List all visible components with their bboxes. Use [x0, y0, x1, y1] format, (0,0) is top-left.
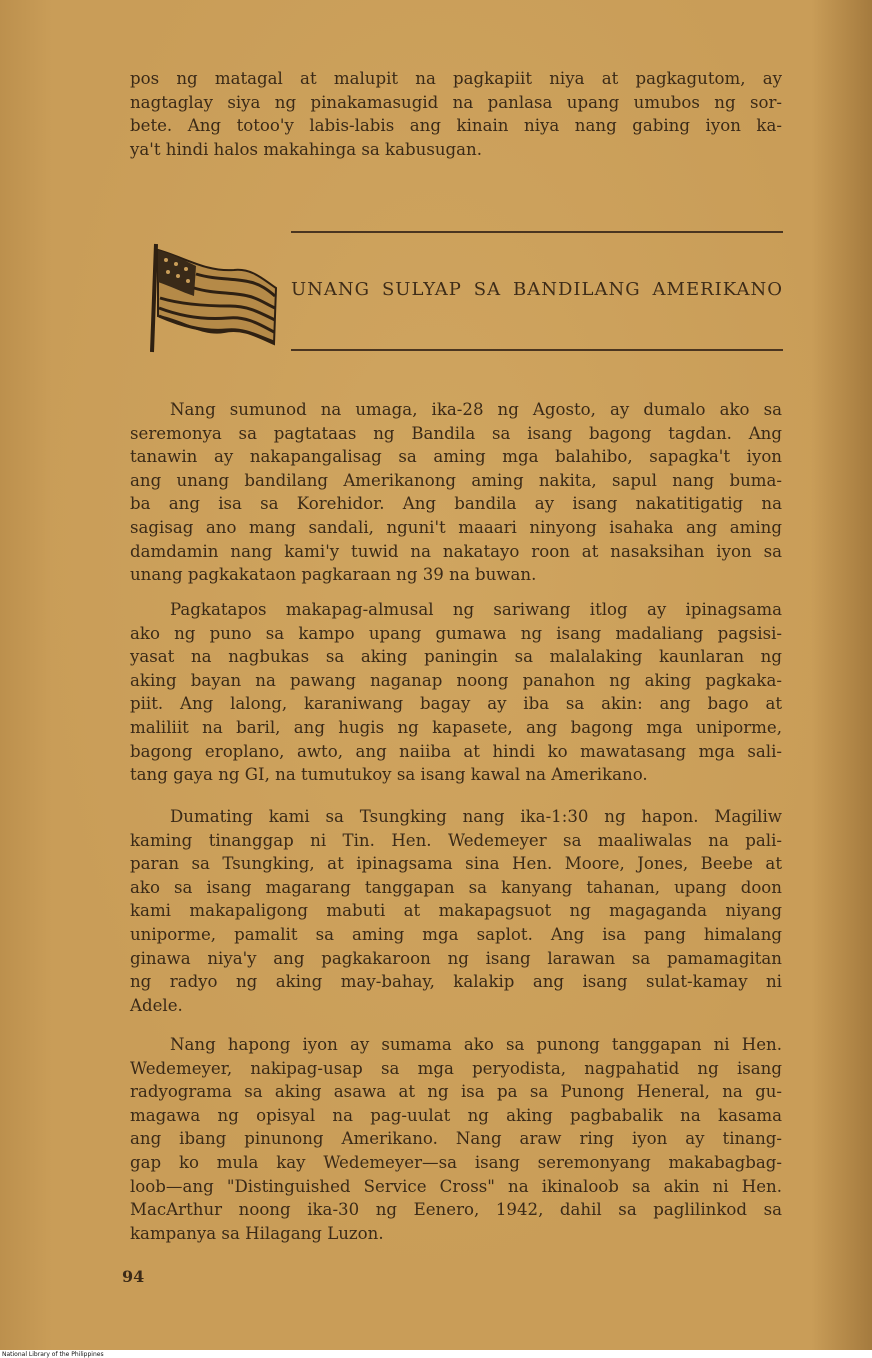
text-line: kampanya sa Hilagang Luzon.	[130, 1223, 384, 1243]
text-line: Wedemeyer, nakipag-usap sa mga peryodista, nagpahatid ng isang	[130, 1058, 782, 1078]
text-line: bagong eroplano, awto, ang naiiba at hindi ko mawatasang mga sali-	[130, 741, 782, 761]
text-line: yasat na nagbukas sa aking paningin sa malalaking kaunlaran ng	[130, 647, 782, 667]
paragraph-flag-ceremony	[130, 398, 782, 587]
text-line: maliliit na baril, ang hugis ng kapasete, ang bagong mga uniporme,	[130, 717, 782, 737]
text-line: ang unang bandilang Amerikanong aming nakita, sapul nang buma-	[130, 470, 782, 490]
text-line: Pagkatapos makapag-almusal ng sariwang itlog ay ipinagsama	[170, 600, 782, 619]
text-line: Nang hapong iyon ay sumama ako sa punong tanggapan ni Hen.	[170, 1035, 782, 1054]
text-line: ng radyo ng aking may-bahay, kalakip ang isang sulat-kamay ni	[130, 972, 782, 992]
text-line: gap ko mula kay Wedemeyer—sa isang seremonyang makabagbag-	[130, 1152, 782, 1172]
text-line: damdamin nang kami'y tuwid na nakatayo roon at nasaksihan iyon sa	[130, 541, 782, 561]
text-line: tang gaya ng GI, na tumutukoy sa isang kawal na Amerikano.	[130, 765, 648, 785]
text-line: Nang sumunod na umaga, ika-28 ng Agosto, ay dumalo ako sa	[170, 400, 782, 419]
section-heading: UNANG SULYAP SA BANDILANG AMERIKANO	[291, 279, 783, 300]
paragraph-camp-inspection	[130, 598, 782, 787]
page-number: 94	[122, 1267, 145, 1286]
text-line: ako sa isang magarang tanggapan sa kanyang tahanan, upang doon	[130, 877, 782, 897]
text-line: paran sa Tsungking, at ipinagsama sina Hen. Moore, Jones, Beebe at	[130, 854, 782, 874]
text-line: magawa ng opisyal na pag-uulat ng aking pagbabalik na kasama	[130, 1105, 782, 1125]
text-line: ginawa niya'y ang pagkakaroon ng isang larawan sa pamamagitan	[130, 948, 782, 968]
text-line: ang ibang pinunong Amerikano. Nang araw ring iyon ay tinang-	[130, 1129, 782, 1149]
text-line: Adele.	[130, 995, 183, 1015]
text-line: loob—ang "Distinguished Service Cross" na ikinaloob sa akin ni Hen.	[130, 1176, 782, 1196]
text-line: sagisag ano mang sandali, nguni't maaari ninyong isahaka ang aming	[130, 517, 782, 537]
text-line: tanawin ay nakapangalisag sa aming mga balahibo, sapagka't iyon	[130, 447, 782, 467]
text-line: kami makapaligong mabuti at makapagsuot ng magaganda niyang	[130, 901, 782, 921]
text-line: aking bayan na pawang naganap noong panahon ng aking pagkaka-	[130, 670, 782, 690]
heading-bottom-rule	[291, 349, 783, 351]
heading-top-rule	[291, 231, 783, 233]
opening-paragraph	[130, 67, 782, 161]
text-line: uniporme, pamalit sa aming mga saplot. Ang isa pang himalang	[130, 924, 782, 944]
text-line: radyograma sa aking asawa at ng isa pa sa Punong Heneral, na gu-	[130, 1082, 782, 1102]
text-line: Dumating kami sa Tsungking nang ika-1:30 ng hapon. Magiliw	[170, 807, 782, 826]
text-line: ya't hindi halos makahinga sa kabusugan.	[130, 139, 482, 159]
paragraph-headquarters-visit	[130, 1033, 782, 1245]
text-line: bete. Ang totoo'y labis-labis ang kinain niya nang gabing iyon ka-	[130, 116, 782, 136]
library-credit: National Library of the Philippines	[2, 1351, 104, 1358]
text-line: ako ng puno sa kampo upang gumawa ng isang madaliang pagsisi-	[130, 623, 782, 643]
text-line: unang pagkakataon pagkaraan ng 39 na buwan.	[130, 565, 537, 585]
text-line: nagtaglay siya ng pinakamasugid na panlasa upang umubos ng sor-	[130, 92, 782, 112]
text-line: seremonya sa pagtataas ng Bandila sa isang bagong tagdan. Ang	[130, 423, 782, 443]
american-flag-icon	[146, 236, 280, 356]
text-line: pos ng matagal at malupit na pagkapiit niya at pagkagutom, ay	[130, 69, 782, 88]
paragraph-arrival-tsungking	[130, 805, 782, 1017]
text-line: ba ang isa sa Korehidor. Ang bandila ay isang nakatitigatig na	[130, 494, 782, 514]
text-line: MacArthur noong ika-30 ng Eenero, 1942, dahil sa paglilinkod sa	[130, 1200, 782, 1220]
text-line: kaming tinanggap ni Tin. Hen. Wedemeyer sa maaliwalas na pali-	[130, 830, 782, 850]
text-line: piit. Ang lalong, karaniwang bagay ay iba sa akin: ang bago at	[130, 694, 782, 714]
